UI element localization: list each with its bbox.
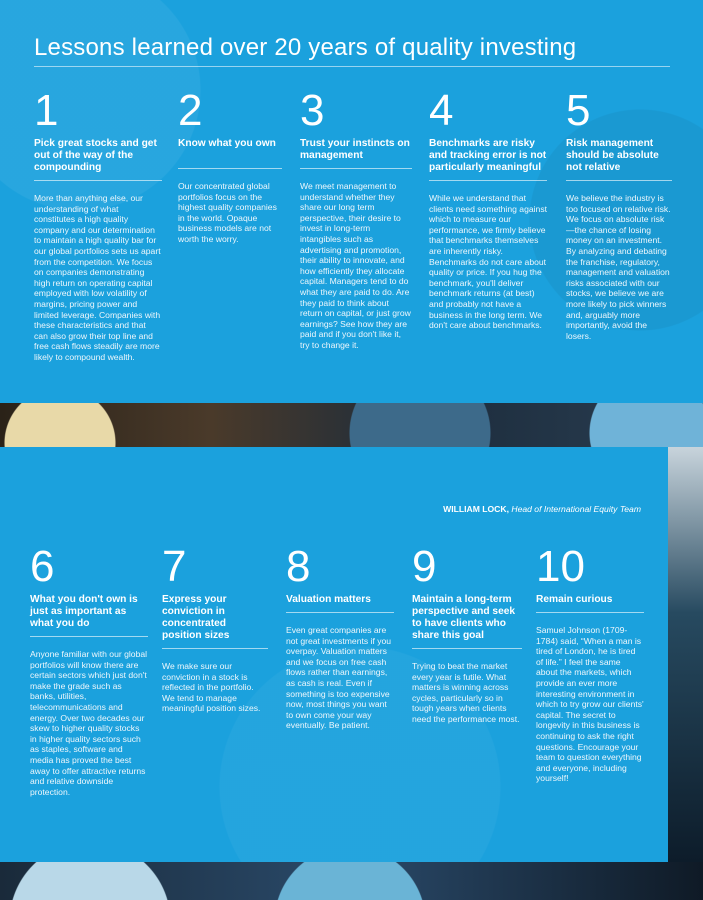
lesson-number: 2 xyxy=(178,86,203,135)
lesson-body: While we understand that clients need something against which to measure our performance, we firmly believe that benchmarks themselves are inherently risky. Benchmarks do not care about quality or price. If you hug the benchmark, you'll deliver benchmark returns (at best) and probably not have a business in the long term. We don't care about benchmarks. xyxy=(429,193,548,331)
lesson-number: 10 xyxy=(536,542,585,591)
page-title: Lessons learned over 20 years of quality investing xyxy=(34,34,577,61)
globe-photo-strip-top xyxy=(0,403,703,447)
lesson-body: We make sure our conviction in a stock is reflected in the portfolio. We tend to manage meaningful position sizes. xyxy=(162,661,261,714)
top-panel xyxy=(0,0,703,403)
lesson-body: We meet management to understand whether they share our long term perspective, their desire to invest in long-term intangibles such as advertising and promotion, their ability to innovate, and how efficiently they allocate capital. Managers tend to do what they are paid to do. Are they paid to think about return on capital, or just grow earnings? See how they are paid and if you don't like it, try to change it. xyxy=(300,181,411,350)
title-rule xyxy=(34,66,670,67)
lesson-heading: What you don't own is just as important as what you do xyxy=(30,594,148,637)
lesson-body: Trying to beat the market every year is futile. What matters is winning across cycles, particularly so in tough years when clients need the performance most. xyxy=(412,661,520,724)
lesson-number: 5 xyxy=(566,86,591,135)
lesson-8 xyxy=(286,542,394,731)
lesson-heading: Trust your instincts on management xyxy=(300,138,412,169)
lesson-3 xyxy=(300,86,412,351)
lesson-heading: Know what you own xyxy=(178,138,282,169)
byline-name: WILLIAM LOCK, xyxy=(443,504,509,514)
lesson-9 xyxy=(412,542,522,725)
lesson-body: More than anything else, our understanding of what constitutes a high quality company and our determination to maintain a high quality bar for our global portfolios sets us apart from the competition. We focus on companies demonstrating high return on operating capital employed with low volatility of margins, pricing power and limited leverage. Companies with these characteristics and that can also grow their top line and free cash flows steadily are more likely to compound wealth. xyxy=(34,193,161,362)
lesson-7 xyxy=(162,542,268,714)
globe-photo-strip-right xyxy=(668,447,703,862)
lesson-heading: Remain curious xyxy=(536,594,644,613)
lesson-6 xyxy=(30,542,148,797)
lesson-heading: Pick great stocks and get out of the way of the compounding xyxy=(34,138,162,181)
lesson-body: Samuel Johnson (1709-1784) said, “When a man is tired of London, he is tired of life.” I feel the same about the markets, which provide an ever more interesting environment in which to try grow our clients' capital. The secret to longevity in this business is continuing to ask the right questions. Encourage your team to question everything and everyone, including yourself! xyxy=(536,625,644,784)
lesson-body: Even great companies are not great investments if you overpay. Valuation matters and we focus on free cash flows rather than earnings, as cash is real. Even if something is too expensive now, most things you want to own come your way eventually. Be patient. xyxy=(286,625,392,731)
lesson-heading: Benchmarks are risky and tracking error is not particularly meaningful xyxy=(429,138,547,181)
lesson-number: 3 xyxy=(300,86,325,135)
lesson-2 xyxy=(178,86,282,245)
lesson-number: 6 xyxy=(30,542,55,591)
lesson-heading: Maintain a long-term perspective and seek to have clients who share this goal xyxy=(412,594,522,649)
globe-photo-strip-bottom xyxy=(0,862,703,900)
lesson-number: 7 xyxy=(162,542,187,591)
lesson-heading: Express your conviction in concentrated position sizes xyxy=(162,594,268,649)
byline xyxy=(443,504,641,514)
lesson-1 xyxy=(34,86,162,363)
lesson-number: 8 xyxy=(286,542,311,591)
lesson-5 xyxy=(566,86,672,341)
lesson-heading: Valuation matters xyxy=(286,594,394,613)
lesson-body: Anyone familiar with our global portfolios will know there are certain sectors which just don't make the grade such as banks, utilities, telecommunications and energy. Over two decades our skew to higher quality stocks in higher quality sectors such as staples, software and media has proved the best away to offer attractive returns and relative downside protection. xyxy=(30,649,148,797)
lesson-number: 9 xyxy=(412,542,437,591)
lesson-10 xyxy=(536,542,644,784)
lesson-heading: Risk management should be absolute not relative xyxy=(566,138,672,181)
lesson-number: 1 xyxy=(34,86,59,135)
lesson-number: 4 xyxy=(429,86,454,135)
byline-role: Head of International Equity Team xyxy=(511,504,641,514)
lesson-body: We believe the industry is too focused on relative risk. We focus on absolute risk—the chance of losing money on an investment. By analyzing and debating the franchise, regulatory, management and valuation risks associated with our stocks, we believe we are more likely to pick winners and, arguably more importantly, avoid the losers. xyxy=(566,193,671,341)
lesson-4 xyxy=(429,86,548,331)
lesson-body: Our concentrated global portfolios focus on the highest quality companies in the world. Opaque business models are not worth the worry. xyxy=(178,181,277,244)
